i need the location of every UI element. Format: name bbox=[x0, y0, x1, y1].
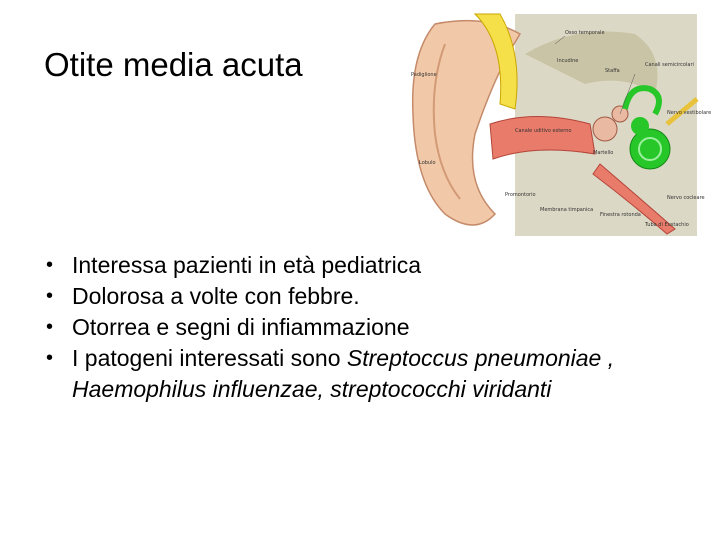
bullet-text: Interessa pazienti in età pediatrica bbox=[72, 252, 422, 278]
label-eardrum: Membrana timpanica bbox=[540, 207, 594, 213]
vestibule-shape bbox=[631, 117, 649, 135]
bullet-item bbox=[46, 312, 666, 343]
bullet-item bbox=[46, 343, 666, 405]
ear-anatomy-drawing bbox=[405, 14, 712, 236]
bullet-item bbox=[46, 281, 666, 312]
cochlea-shape bbox=[630, 129, 670, 169]
malleus-shape bbox=[593, 117, 617, 141]
bullet-text: Dolorosa a volte con febbre. bbox=[72, 283, 360, 309]
label-malleus: Martello bbox=[593, 150, 614, 156]
label-vestibular-nerve: Nervo vestibolare bbox=[667, 110, 712, 116]
label-promontory: Promontorio bbox=[505, 192, 536, 198]
label-external-canal: Canale uditivo esterno bbox=[515, 128, 572, 134]
label-auricle: Padiglione bbox=[411, 72, 437, 78]
label-temporal-bone: Osso temporale bbox=[565, 30, 605, 36]
label-semicircular-canals: Canali semicircolari bbox=[645, 62, 694, 68]
label-cochlear-nerve: Nervo cocleare bbox=[667, 195, 705, 201]
label-lobule: Lobulo bbox=[419, 160, 436, 166]
pathogen-names: Streptoccus pneumoniae , Haemophilus influenzae, streptococchi viridanti bbox=[72, 345, 615, 402]
label-stapes: Staffa bbox=[605, 68, 620, 74]
bullet-glyph: • bbox=[46, 285, 54, 307]
bullet-glyph: • bbox=[46, 347, 54, 369]
label-eustachian-tube: Tuba di Eustachio bbox=[645, 222, 689, 228]
bullet-glyph: • bbox=[46, 316, 54, 338]
label-incus: Incudine bbox=[557, 58, 579, 64]
bullet-list bbox=[46, 250, 666, 405]
label-round-window: Finestra rotonda bbox=[600, 212, 641, 218]
bullet-text-prefix: I patogeni interessati sono bbox=[72, 345, 347, 371]
slide-title: Otite media acuta bbox=[44, 46, 303, 83]
ear-anatomy-illustration bbox=[405, 14, 712, 236]
bullet-glyph: • bbox=[46, 254, 54, 276]
bullet-text: Otorrea e segni di infiammazione bbox=[72, 314, 410, 340]
bullet-item bbox=[46, 250, 666, 281]
